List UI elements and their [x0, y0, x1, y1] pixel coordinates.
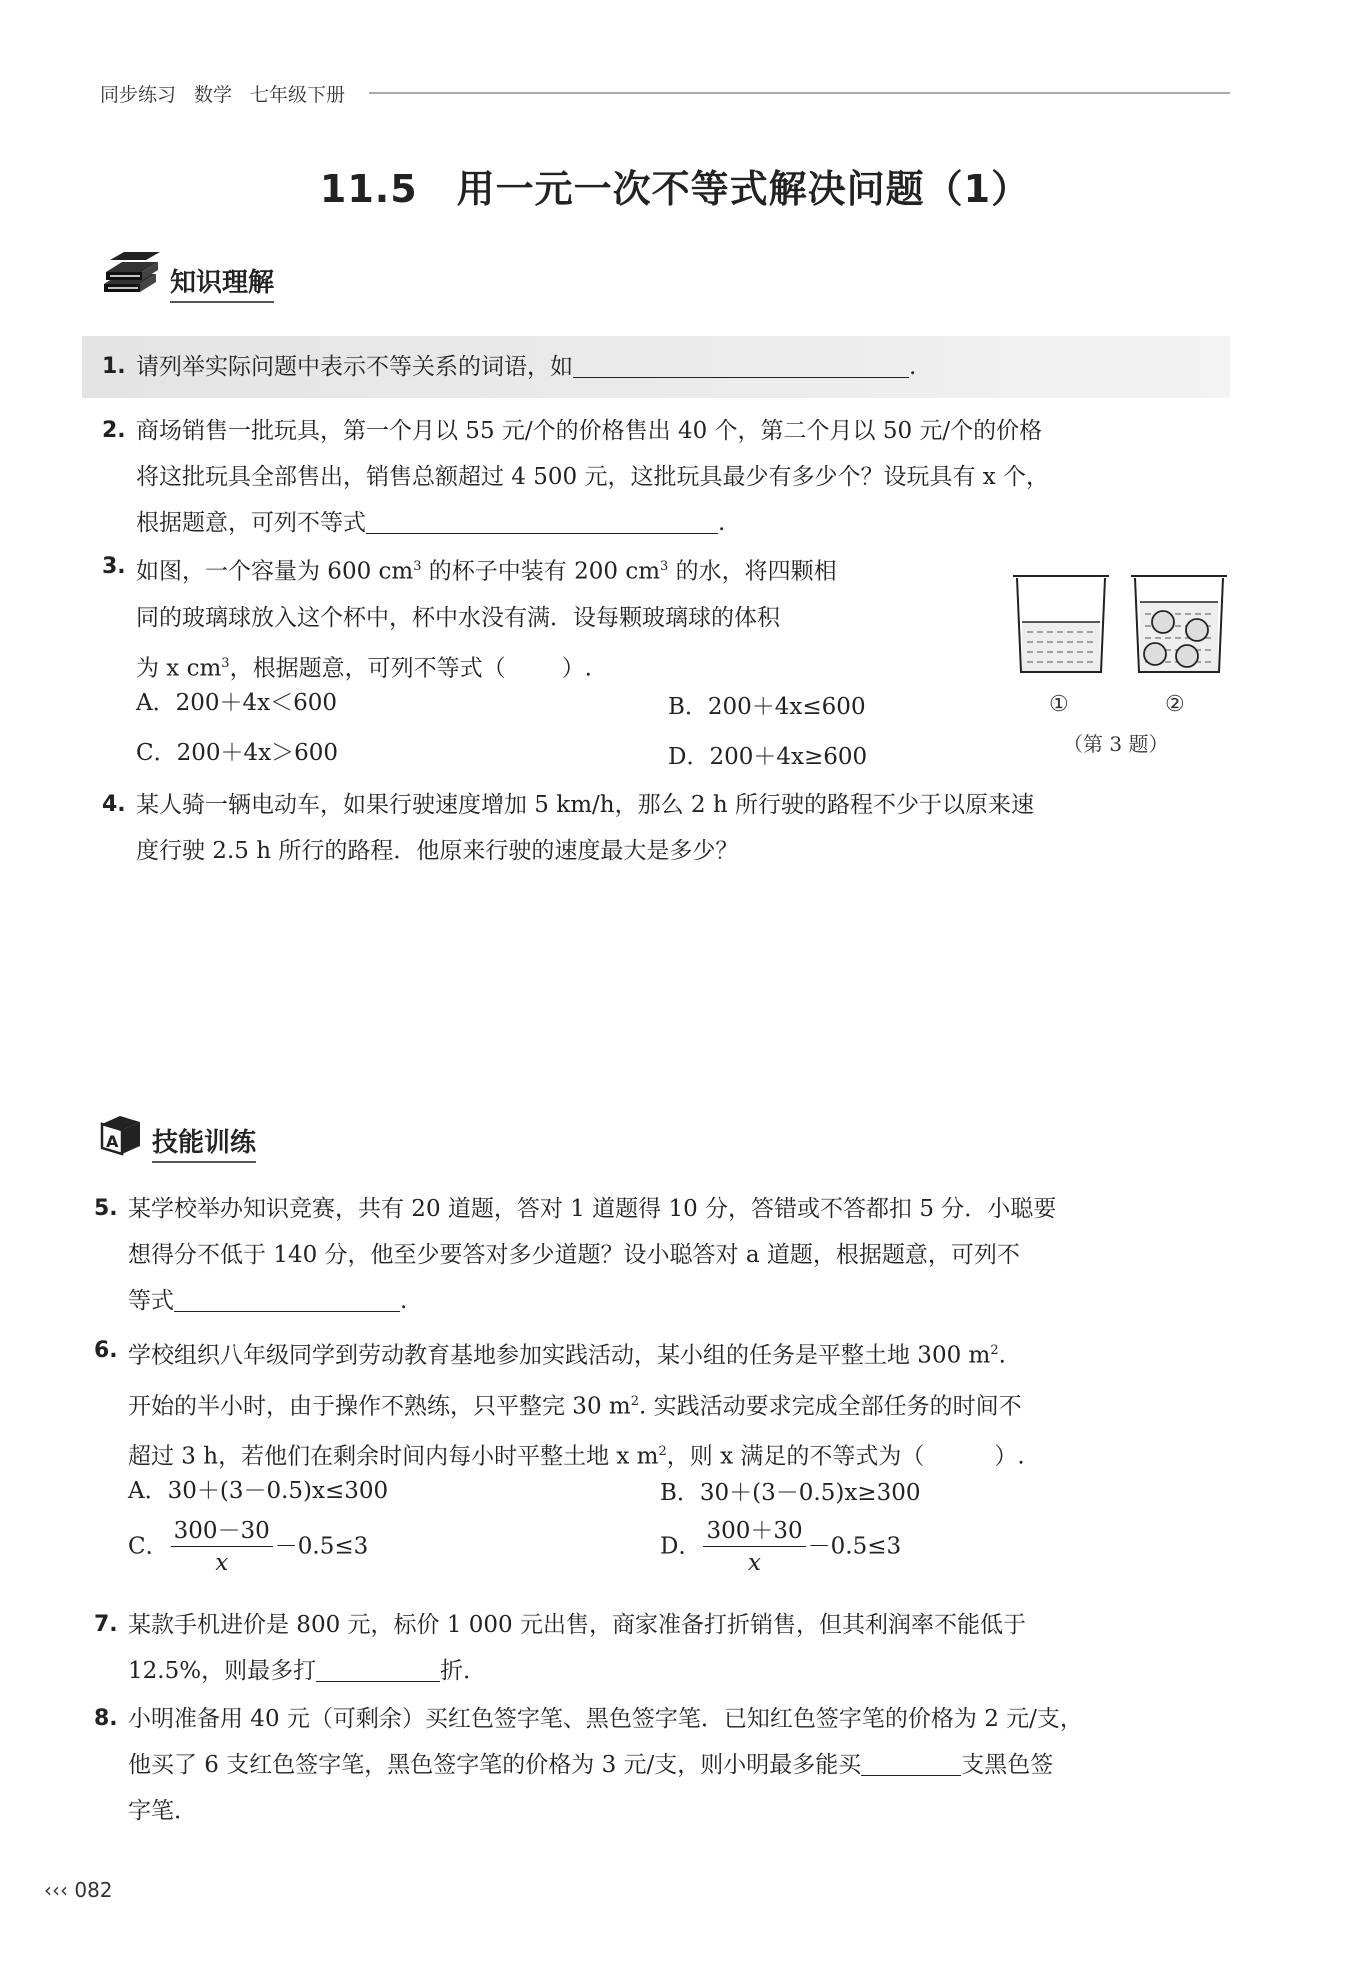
question-number: 2.: [102, 418, 126, 443]
question-text: 为 x cm: [136, 655, 222, 682]
question-number: 7.: [94, 1612, 118, 1637]
answer-blank[interactable]: [174, 1283, 400, 1312]
superscript: 3: [413, 559, 422, 574]
question-text: 他买了 6 支红色签字笔，黑色签字笔的价格为 3 元/支，则小明最多能买: [128, 1752, 862, 1778]
question-5: [94, 1186, 1234, 1324]
fraction-denominator: x: [215, 1550, 229, 1576]
question-1: [102, 344, 916, 390]
question-4: [102, 782, 1232, 874]
option-d[interactable]: D．200＋4x≥600: [668, 744, 868, 770]
option-letter: C．: [128, 1533, 169, 1560]
svg-text:A: A: [106, 1132, 119, 1151]
answer-blank[interactable]: [366, 505, 718, 534]
question-line: 同的玻璃球放入这个杯中，杯中水没有满．设每颗玻璃球的体积: [136, 604, 780, 631]
question-text: 折．: [440, 1658, 487, 1684]
punctuation: ）.: [994, 1443, 1025, 1470]
question-line: 某人骑一辆电动车，如果行驶速度增加 5 km/h，那么 2 h 所行驶的路程不少于以原来速: [136, 792, 1034, 818]
question-text: ，根据题意，可列不等式（: [229, 655, 506, 682]
question-line: 某款手机进价是 800 元，标价 1 000 元出售，商家准备打折销售，但其利润率不能低于: [128, 1612, 1026, 1638]
question-text: 支黑色签: [961, 1752, 1054, 1778]
answer-blank[interactable]: [861, 1747, 961, 1776]
beakers-illustration: [1005, 568, 1235, 688]
punctuation: .: [998, 1342, 1006, 1369]
superscript: 2: [630, 1393, 639, 1409]
question-number: 4.: [102, 792, 126, 817]
punctuation: .: [718, 510, 726, 536]
question-line: 等式: [128, 1288, 174, 1314]
option-text: －0.5≤3: [807, 1533, 902, 1560]
question-6: [94, 1328, 1234, 1480]
question-text: 学校组织八年级同学到劳动教育基地参加实践活动，某小组的任务是平整土地 300 m: [128, 1342, 991, 1369]
question-line: 字笔．: [128, 1798, 197, 1824]
answer-blank[interactable]: [316, 1653, 440, 1682]
option-d[interactable]: [660, 1516, 901, 1579]
superscript: 2: [658, 1444, 667, 1460]
fraction-numerator: 300－30: [171, 1516, 273, 1547]
option-a[interactable]: A．30＋(3－0.5)x≤300: [128, 1478, 389, 1504]
page-header: [100, 78, 1230, 108]
question-7: [94, 1602, 1234, 1694]
question-number: 8.: [94, 1706, 118, 1731]
question-line: 度行驶 2.5 h 所行的路程．他原来行驶的速度最大是多少？: [136, 838, 739, 864]
fraction: [171, 1516, 273, 1579]
question-line: 将这批玩具全部售出，销售总额超过 4 500 元，这批玩具最少有多少个？设玩具有 x 个，: [136, 464, 1050, 490]
fraction: [703, 1516, 805, 1579]
superscript: 2: [990, 1343, 999, 1358]
header-grade: 七年级下册: [250, 83, 346, 106]
section-title: 技能训练: [152, 1122, 256, 1163]
beaker-figure: [1005, 568, 1235, 758]
question-line: 某学校举办知识竞赛，共有 20 道题，答对 1 道题得 10 分，答错或不答都扣 5 分．小聪要: [128, 1196, 1057, 1222]
superscript: 3: [660, 559, 669, 574]
question-line: 商场销售一批玩具，第一个月以 55 元/个的价格售出 40 个，第二个月以 50 元/个的价格: [136, 418, 1043, 444]
question-text: ，则 x 满足的不等式为（: [666, 1443, 925, 1470]
question-3: [102, 544, 982, 691]
question-text: 请列举实际问题中表示不等关系的词语，如: [136, 354, 573, 380]
option-b[interactable]: B．30＋(3－0.5)x≥300: [660, 1480, 921, 1506]
question-line: 小明准备用 40 元（可剩余）买红色签字笔、黑色签字笔．已知红色签字笔的价格为 2 元/支，: [128, 1706, 1083, 1732]
punctuation: .: [909, 354, 917, 380]
fraction-denominator: x: [748, 1550, 762, 1576]
question-text: 超过 3 h，若他们在剩余时间内每小时平整土地 x m: [128, 1443, 659, 1470]
question-number: 3.: [102, 554, 126, 579]
question-text: 如图，一个容量为 600 cm: [136, 558, 414, 585]
figure-label-2: ②: [1165, 692, 1185, 717]
question-text: . 实践活动要求完成全部任务的时间不: [638, 1393, 1022, 1420]
question-text: 的水，将四颗相: [668, 558, 837, 585]
question-text: 开始的半小时，由于操作不熟练，只平整完 30 m: [128, 1393, 631, 1420]
question-text: 的杯子中装有 200 cm: [421, 558, 661, 585]
page-footer: [44, 1878, 113, 1902]
header-rule: [369, 92, 1230, 94]
question-number: 5.: [94, 1196, 118, 1221]
question-line: 想得分不低于 140 分，他至少要答对多少道题？设小聪答对 a 道题，根据题意，可列不: [128, 1242, 1020, 1268]
option-b[interactable]: B．200＋4x≤600: [668, 694, 866, 720]
answer-blank[interactable]: [573, 349, 909, 378]
question-number: 1.: [102, 354, 126, 379]
header-subject: 数学: [194, 83, 233, 106]
cube-a-icon: [98, 1112, 144, 1163]
question-text: 12.5%，则最多打: [128, 1658, 317, 1684]
footer-arrows: ‹‹‹: [44, 1878, 68, 1902]
punctuation: ）.: [561, 655, 592, 682]
option-c[interactable]: [128, 1516, 368, 1579]
books-icon: [100, 250, 162, 303]
section-knowledge: [100, 250, 274, 303]
figure-caption: （第 3 题）: [1063, 732, 1169, 756]
page-number: 082: [74, 1878, 113, 1902]
question-line: 根据题意，可列不等式: [136, 510, 366, 536]
section-skills: [98, 1112, 256, 1163]
question-8: [94, 1696, 1234, 1834]
question-number: 6.: [94, 1338, 118, 1363]
header-series: 同步练习: [100, 83, 177, 106]
fraction-numerator: 300＋30: [703, 1516, 805, 1547]
page-title: 11.5 用一元一次不等式解决问题（1）: [319, 167, 1031, 211]
option-text: －0.5≤3: [274, 1533, 369, 1560]
option-c[interactable]: C．200＋4x＞600: [136, 740, 339, 766]
option-letter: D．: [660, 1533, 702, 1560]
figure-label-1: ①: [1049, 692, 1069, 717]
section-title: 知识理解: [170, 262, 274, 303]
punctuation: .: [400, 1288, 408, 1314]
superscript: 3: [221, 655, 230, 671]
question-2: [102, 408, 1232, 546]
option-a[interactable]: A．200＋4x＜600: [136, 690, 338, 716]
